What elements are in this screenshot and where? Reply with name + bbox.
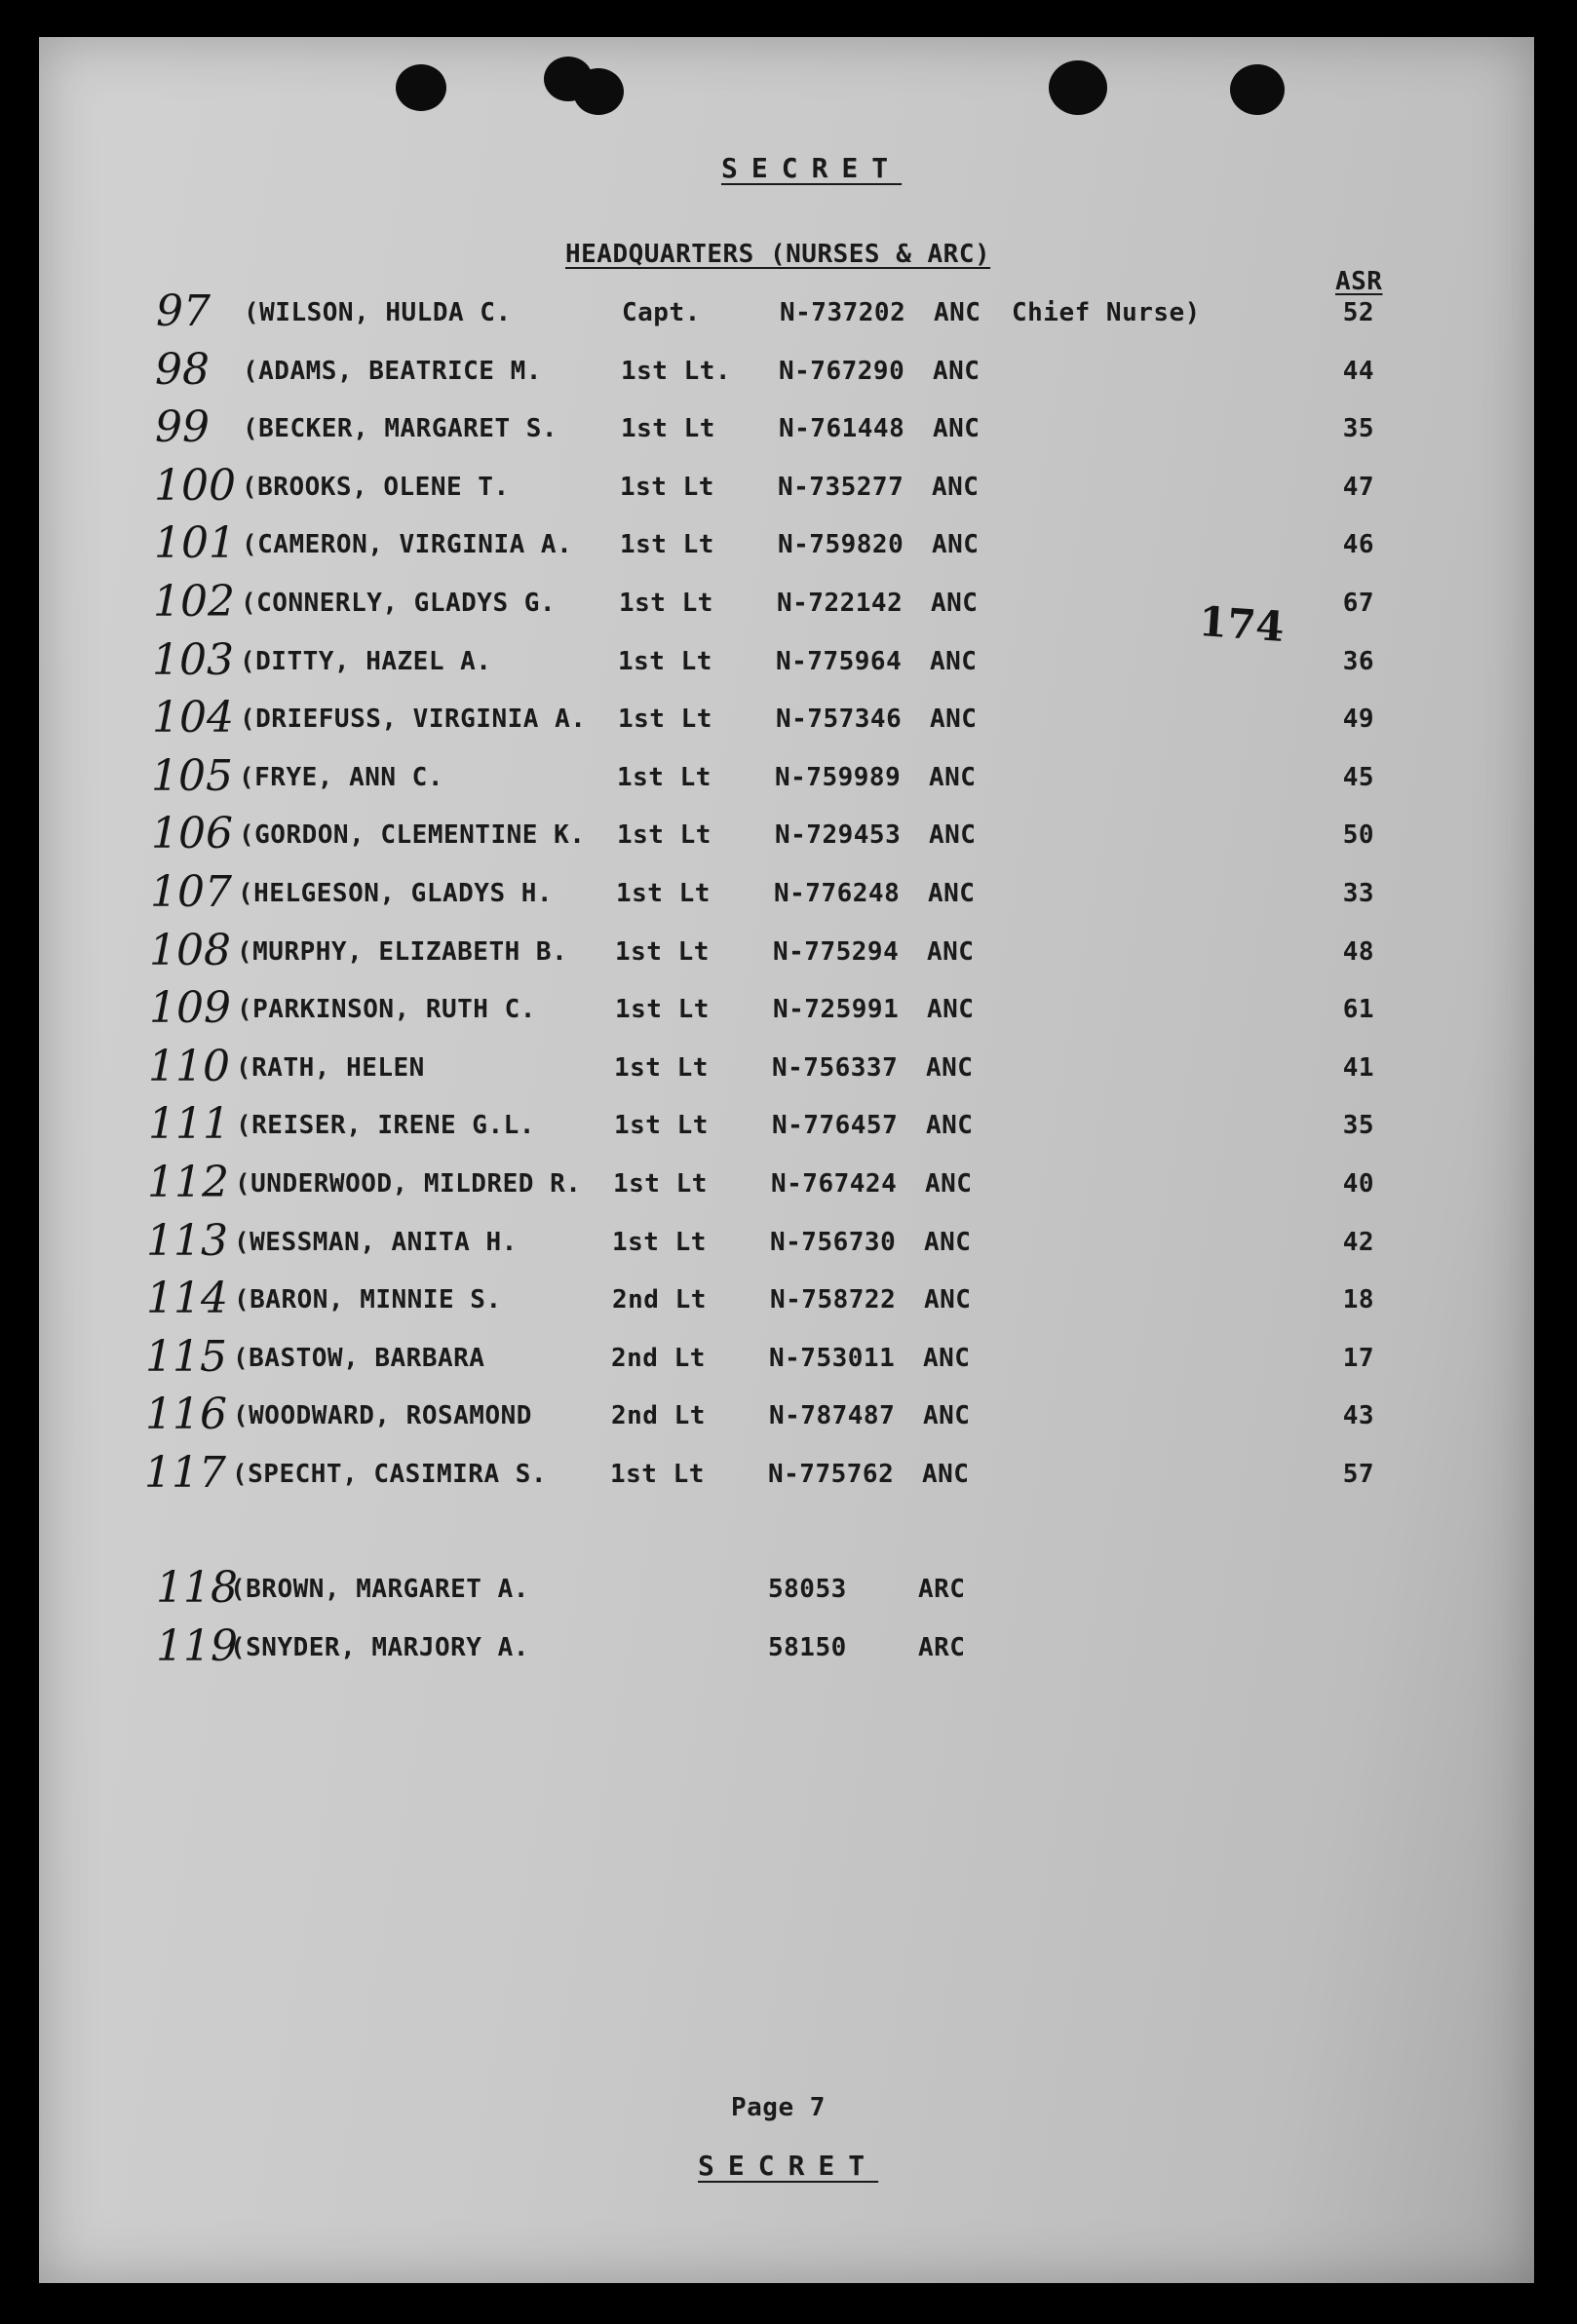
nurse-name: (UNDERWOOD, MILDRED R. [235,1169,582,1199]
nurse-serial: N-775294 [773,937,900,967]
nurse-name: (ADAMS, BEATRICE M. [243,357,542,386]
nurse-serial: N-787487 [769,1401,896,1430]
nurse-asr: 61 [1342,995,1374,1024]
nurse-rank: 2nd Lt [611,1401,706,1430]
nurse-serial: N-725991 [773,995,900,1024]
row-number: 99 [155,402,210,452]
nurse-rank: 1st Lt [613,1169,708,1199]
nurse-rank: 1st Lt. [621,357,732,386]
nurse-asr: 48 [1342,937,1374,967]
row-number: 108 [149,926,231,975]
punch-hole [396,64,446,111]
nurse-name: (DRIEFUSS, VIRGINIA A. [240,705,587,734]
nurse-org: ANC [930,647,978,676]
row-number: 119 [156,1621,238,1671]
nurse-rank: 1st Lt [618,647,712,676]
nurse-serial: N-775762 [768,1460,895,1489]
nurse-org: ANC [927,995,975,1024]
row-number: 107 [150,867,232,917]
nurse-name: (WESSMAN, ANITA H. [234,1228,518,1257]
row-number: 111 [148,1099,230,1149]
nurse-rank: 1st Lt [620,473,714,502]
nurse-serial: N-729453 [775,820,902,850]
nurse-rank: 1st Lt [614,1111,709,1140]
margin-note: 174 [1197,597,1287,651]
row-number: 116 [145,1390,227,1439]
classification-top: SECRET [721,152,903,184]
nurse-rank: 1st Lt [614,1053,709,1083]
nurse-name: (WILSON, HULDA C. [244,298,512,327]
nurse-note: Chief Nurse) [1012,298,1201,327]
nurse-org: ANC [924,1228,972,1257]
row-number: 101 [154,518,236,568]
nurse-name: (FRYE, ANN C. [239,763,443,792]
nurse-serial: N-776457 [772,1111,899,1140]
nurse-asr: 67 [1342,589,1374,618]
nurse-name: (GORDON, CLEMENTINE K. [239,820,586,850]
nurse-serial: N-753011 [769,1344,896,1373]
nurse-rank: 1st Lt [620,530,714,559]
row-number: 98 [155,345,210,395]
nurse-asr: 18 [1342,1285,1374,1314]
classification-bottom: SECRET [698,2150,879,2182]
nurse-org: ANC [931,589,979,618]
nurse-rank: 1st Lt [617,820,712,850]
row-number: 114 [146,1274,228,1323]
row-number: 105 [151,751,233,801]
nurse-name: (BECKER, MARGARET S. [243,414,558,443]
nurse-serial: N-757346 [776,705,903,734]
document-title: HEADQUARTERS (NURSES & ARC) [565,240,991,269]
nurse-asr: 44 [1342,357,1374,386]
nurse-rank: Capt. [622,298,701,327]
nurse-serial: N-758722 [770,1285,897,1314]
nurse-org: ANC [930,705,978,734]
row-number: 97 [156,286,211,336]
nurse-org: ANC [928,879,976,908]
nurse-serial: N-722142 [777,589,904,618]
nurse-org: ANC [923,1401,971,1430]
nurse-org: ANC [933,414,981,443]
nurse-rank: 1st Lt [616,879,711,908]
nurse-rank: 2nd Lt [611,1344,706,1373]
nurse-serial: N-775964 [776,647,903,676]
row-number: 113 [146,1216,228,1266]
nurse-serial: N-735277 [778,473,904,502]
arc-serial: 58150 [768,1633,847,1662]
nurse-org: ANC [926,1111,974,1140]
nurse-name: (HELGESON, GLADYS H. [238,879,554,908]
nurse-org: ANC [927,937,975,967]
nurse-serial: N-756730 [770,1228,897,1257]
nurse-serial: N-759989 [775,763,902,792]
nurse-asr: 42 [1342,1228,1374,1257]
row-number: 115 [145,1332,227,1382]
nurse-rank: 1st Lt [612,1228,707,1257]
nurse-rank: 1st Lt [619,589,713,618]
nurse-serial: N-756337 [772,1053,899,1083]
arc-name: (SNYDER, MARJORY A. [230,1633,529,1662]
arc-org: ARC [918,1633,966,1662]
row-number: 106 [151,809,233,858]
nurse-asr: 33 [1342,879,1374,908]
nurse-asr: 36 [1342,647,1374,676]
nurse-asr: 40 [1342,1169,1374,1199]
nurse-name: (RATH, HELEN [236,1053,425,1083]
nurse-asr: 47 [1342,473,1374,502]
nurse-org: ANC [923,1344,971,1373]
asr-column-header: ASR [1335,267,1383,296]
document-page [39,37,1534,2283]
nurse-asr: 35 [1342,1111,1374,1140]
nurse-asr: 43 [1342,1401,1374,1430]
nurse-serial: N-759820 [778,530,904,559]
nurse-name: (PARKINSON, RUTH C. [237,995,536,1024]
nurse-org: ANC [934,298,981,327]
nurse-rank: 2nd Lt [612,1285,707,1314]
nurse-serial: N-767424 [771,1169,898,1199]
nurse-name: (BARON, MINNIE S. [234,1285,502,1314]
nurse-org: ANC [932,530,980,559]
nurse-org: ANC [932,473,980,502]
page-number: Page 7 [731,2093,826,2122]
row-number: 117 [144,1448,226,1498]
nurse-serial: N-776248 [774,879,901,908]
punch-hole [1230,64,1285,115]
nurse-org: ANC [924,1285,972,1314]
nurse-name: (SPECHT, CASIMIRA S. [232,1460,548,1489]
nurse-name: (REISER, IRENE G.L. [236,1111,535,1140]
nurse-org: ANC [926,1053,974,1083]
punch-hole [573,68,624,115]
arc-name: (BROWN, MARGARET A. [230,1575,529,1604]
nurse-name: (BROOKS, OLENE T. [242,473,510,502]
nurse-name: (CONNERLY, GLADYS G. [241,589,557,618]
nurse-asr: 17 [1342,1344,1374,1373]
nurse-serial: N-761448 [779,414,905,443]
nurse-asr: 57 [1342,1460,1374,1489]
row-number: 103 [152,635,234,685]
nurse-serial: N-767290 [779,357,905,386]
row-number: 100 [154,461,236,511]
nurse-asr: 45 [1342,763,1374,792]
nurse-asr: 52 [1342,298,1374,327]
row-number: 109 [149,983,231,1033]
row-number: 104 [152,693,234,743]
nurse-asr: 50 [1342,820,1374,850]
nurse-name: (CAMERON, VIRGINIA A. [242,530,573,559]
nurse-org: ANC [933,357,981,386]
arc-serial: 58053 [768,1575,847,1604]
nurse-name: (MURPHY, ELIZABETH B. [237,937,568,967]
arc-org: ARC [918,1575,966,1604]
nurse-asr: 46 [1342,530,1374,559]
nurse-asr: 49 [1342,705,1374,734]
nurse-org: ANC [929,820,977,850]
nurse-org: ANC [929,763,977,792]
nurse-rank: 1st Lt [618,705,712,734]
nurse-asr: 35 [1342,414,1374,443]
nurse-asr: 41 [1342,1053,1374,1083]
nurse-org: ANC [922,1460,970,1489]
nurse-rank: 1st Lt [615,995,710,1024]
nurse-serial: N-737202 [780,298,906,327]
row-number: 118 [156,1563,238,1613]
punch-hole [1049,60,1107,115]
nurse-rank: 1st Lt [610,1460,705,1489]
nurse-name: (WOODWARD, ROSAMOND [233,1401,532,1430]
row-number: 110 [148,1042,230,1091]
row-number: 102 [153,577,235,627]
row-number: 112 [147,1158,229,1207]
nurse-org: ANC [925,1169,973,1199]
nurse-rank: 1st Lt [617,763,712,792]
nurse-name: (BASTOW, BARBARA [233,1344,485,1373]
nurse-rank: 1st Lt [615,937,710,967]
nurse-name: (DITTY, HAZEL A. [240,647,492,676]
nurse-rank: 1st Lt [621,414,715,443]
